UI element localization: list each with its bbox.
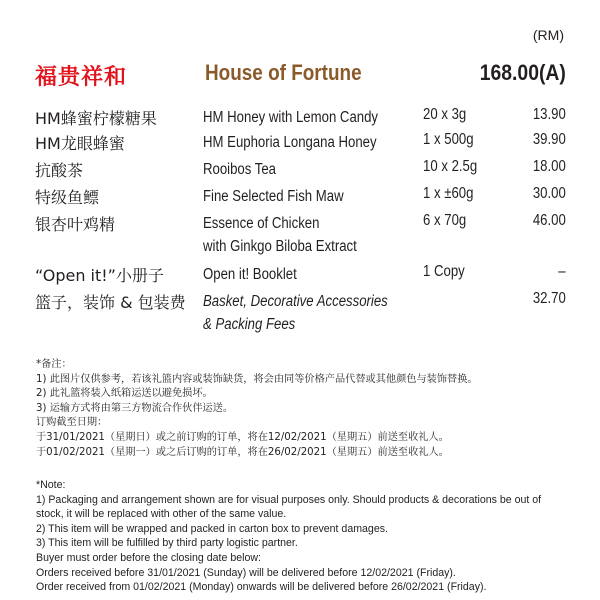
item-name-chinese: 抗酸茶 [35,161,84,180]
item-name-english: HM Honey with Lemon Candy [203,109,379,126]
item-quantity: 1 x ±60g [423,185,474,202]
note-line: Buyer must order before the closing date below: [36,551,261,564]
notes-english [36,478,570,595]
product-title-chinese: 福贵祥和 [35,65,128,90]
item-price: 30.00 [533,185,566,202]
note-line: Order received from 01/02/2021 (Monday) onwards will be delivered before 26/02/2021 (Friday). [36,581,487,594]
note-line: Orders received before 31/01/2021 (Sunday) will be delivered before 12/02/2021 (Friday). [36,566,456,579]
item-name-english-line2: & Packing Fees [203,316,296,333]
note-line: 1) 此图片仅供参考，若该礼篮内容或装饰缺货，将会由同等价格产品代替或其他颜色与装饰替换。 [36,373,478,385]
item-quantity: 20 x 3g [423,106,467,123]
item-name-english: Open it! Booklet [203,266,297,283]
note-line: 2) 此礼篮将装入纸箱运送以避免损坏。 [36,388,213,400]
product-title-english: House of Fortune [205,60,362,85]
notes-heading: *Note: [36,479,66,491]
item-name-chinese: 银杏叶鸡精 [35,215,116,234]
item-price: 18.00 [533,158,566,175]
note-line: 2) This item will be wrapped and packed in carton box to prevent damages. [36,522,388,535]
item-price: – [558,263,566,280]
notes-heading: *备注： [36,359,72,370]
item-name-english-line1: Essence of Chicken [203,215,320,232]
item-name-english: HM Euphoria Longana Honey [203,134,377,151]
item-quantity: 1 Copy [423,263,465,280]
note-line: 1) Packaging and arrangement shown are for visual purposes only. Should products & decorations be out of stock, it will be replaced with other of the same value. [36,493,542,521]
currency-label: (RM) [532,27,564,43]
item-name-chinese: 篮子，装饰 & 包装费 [35,293,186,312]
product-price: 168.00(A) [479,60,566,85]
notes-chinese [36,358,570,460]
item-quantity: 6 x 70g [423,212,467,229]
item-price: 32.70 [533,290,566,307]
item-name-english: Fine Selected Fish Maw [203,188,344,205]
item-price: 46.00 [533,212,566,229]
item-name-chinese: “Open it!”小册子 [35,266,164,285]
item-name-english [203,212,357,258]
note-line: 3) This item will be fulfilled by third party logistic partner. [36,537,298,550]
item-price: 39.90 [533,131,566,148]
note-line: 3) 运输方式将由第三方物流合作伙伴运送。 [36,402,234,414]
item-name-english-line2: with Ginkgo Biloba Extract [203,238,357,255]
item-price: 13.90 [533,106,566,123]
note-line: 于01/02/2021（星期一）或之后订购的订单，将在26/02/2021（星期五）前送至收礼人。 [36,446,449,458]
item-name-chinese: HM蜂蜜柠檬糖果 [35,109,157,128]
note-line: 于31/01/2021（星期日）或之前订购的订单，将在12/02/2021（星期五）前送至收礼人。 [36,431,449,443]
item-quantity: 10 x 2.5g [423,158,478,175]
product-header [35,60,566,92]
item-quantity: 1 x 500g [423,131,474,148]
note-line: 订购截至日期： [36,417,108,429]
item-name-english-line1: Basket, Decorative Accessories [203,293,388,310]
item-name-chinese: HM龙眼蜂蜜 [35,134,125,153]
item-name-chinese: 特级鱼鳔 [35,188,100,207]
item-name-english [203,290,388,336]
item-name-english: Rooibos Tea [203,161,277,178]
